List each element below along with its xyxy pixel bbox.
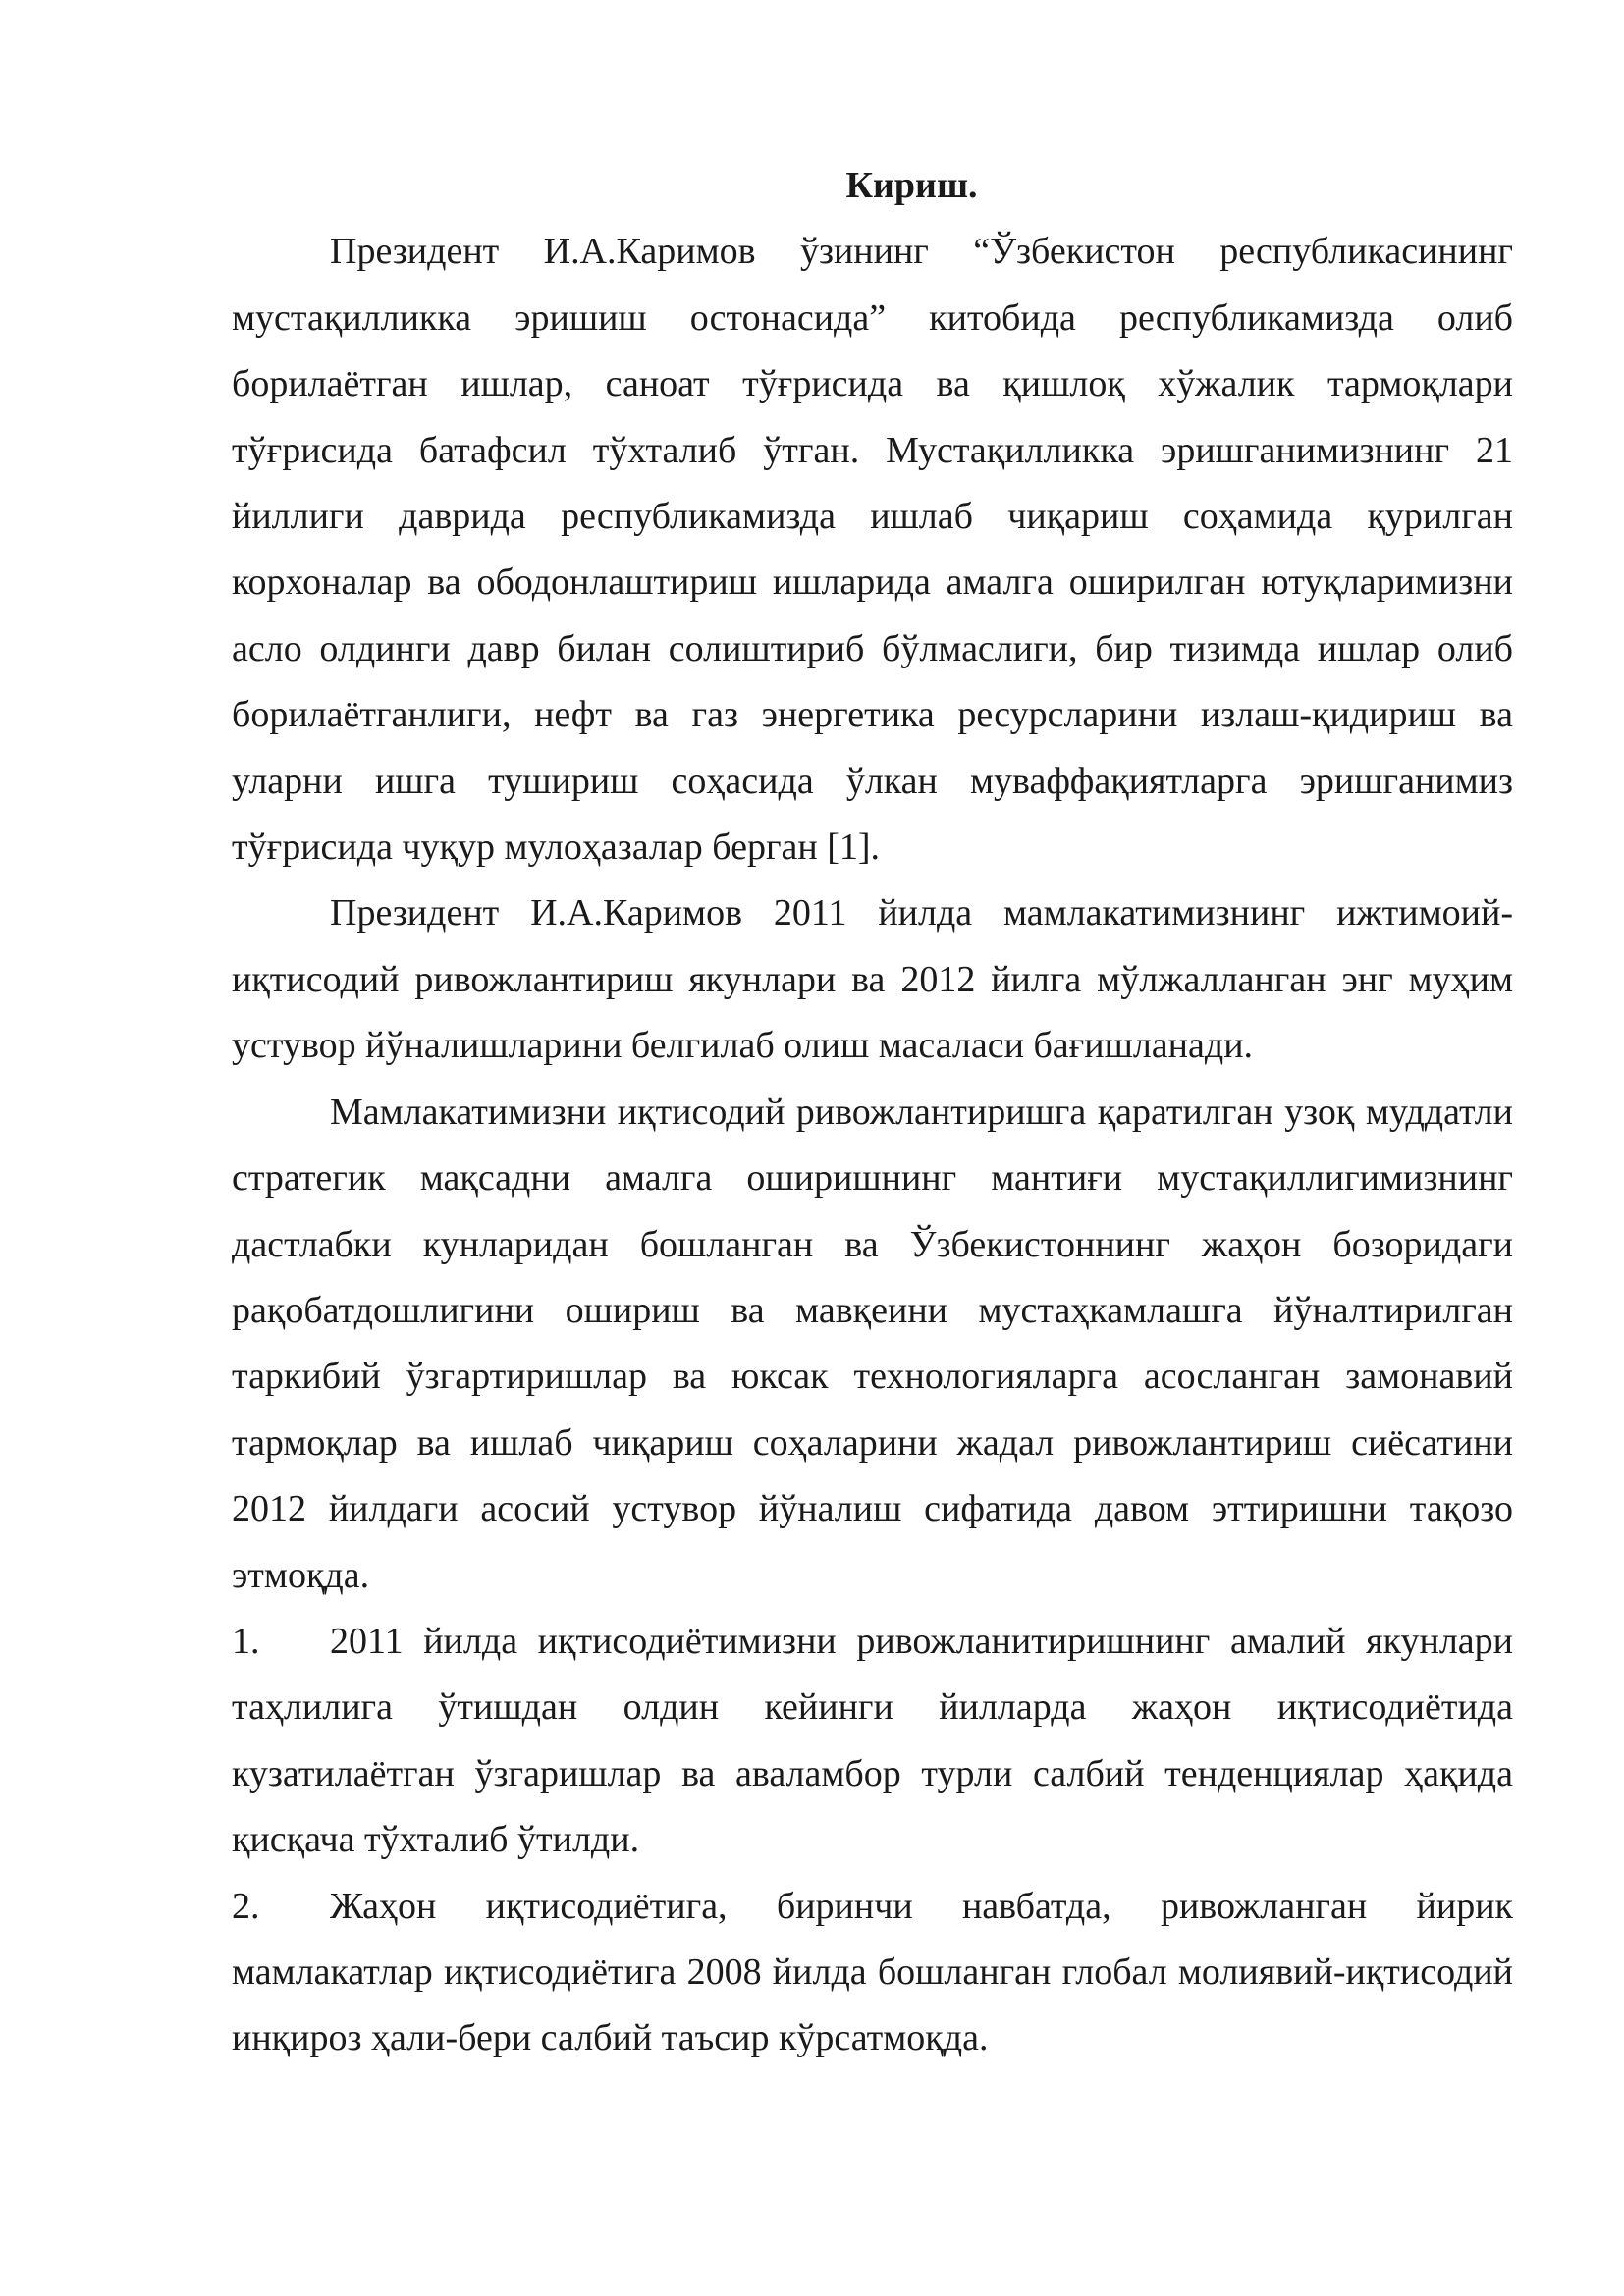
list-item-text: 2011 йилда иқтисодиётимизни ривожланитиришнинг амалий якунлари таҳлилига ўтишдан олдин кейинги йилларда жаҳон иқтисодиётида кузатилаётган ўзгаришлар ва аваламбор турли салбий тенденциялар ҳақида қисқача тўхталиб ўтилди. [232, 1620, 1513, 1861]
paragraph: Мамлакатимизни иқтисодий ривожлантиришга қаратилган узоқ муддатли стратегик мақсадни амалга оширишнинг мантиғи мустақиллигимизнинг дастлабки кунларидан бошланган ва Ўзбекистоннинг жаҳон бозоридаги рақобатдошлигини ошириш ва мавқеини мустаҳкамлашга йўналтирилган таркибий ўзгартиришлар ва юксак технологияларга асосланган замонавий тармоқлар ва ишлаб чиқариш соҳаларини жадал ривожлантириш сиёсатини 2012 йилдаги асосий устувор йўналиш сифатида давом эттиришни тақозо этмоқда. [232, 1091, 1513, 1596]
paragraph: Президент И.А.Каримов ўзининг “Ўзбекистон республикасининг мустақилликка эришиш остонасида” китобида республикамизда олиб борилаётган ишлар, саноат тўғрисида ва қишлоқ хўжалик тармоқлари тўғрисида батафсил тўхталиб ўтган. Мустақилликка эришганимизнинг 21 йиллиги даврида республикамизда ишлаб чиқариш соҳамида қурилган корхоналар ва ободонлаштириш ишларида амалга оширилган ютуқларимизни асло олдинги давр билан солиштириб бўлмаслиги, бир тизимда ишлар олиб борилаётганлиги, нефт ва газ энергетика ресурсларини излаш-қидириш ва уларни ишга тушириш соҳасида ўлкан муваффақиятларга эришганимиз тўғрисида чуқур мулоҳазалар берган [1]. [232, 231, 1513, 869]
list-item [232, 1609, 1513, 1874]
list-item-number: 2. [232, 1885, 260, 1927]
paragraph: Президент И.А.Каримов 2011 йилда мамлакатимизнинг ижтимоий-иқтисодий ривожлантириш якунлари ва 2012 йилга мўлжалланган энг муҳим устувор йўналишларини белгилаб олиш масаласи бағишланади. [232, 892, 1513, 1067]
list-item-number: 1. [232, 1620, 260, 1662]
document-title: Кириш. [845, 165, 978, 206]
document-body [232, 153, 1513, 2072]
list-item [232, 1874, 1513, 2072]
list-item-text: Жаҳон иқтисодиётига, биринчи навбатда, ривожланган йирик мамлакатлар иқтисодиётига 2008 йилда бошланган глобал молиявий-иқтисодий инқироз ҳали-бери салбий таъсир кўрсатмоқда. [232, 1885, 1513, 2059]
